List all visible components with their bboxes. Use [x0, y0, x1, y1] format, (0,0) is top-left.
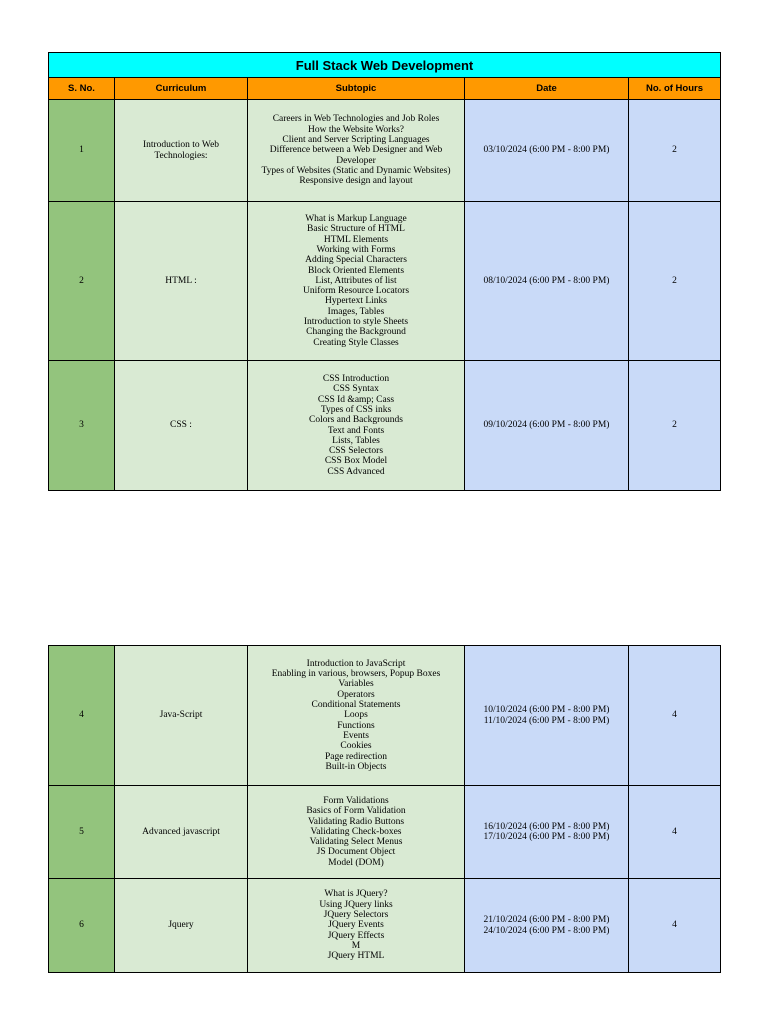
subtopic-item: CSS Box Model	[324, 456, 388, 467]
subtopic-item: JQuery Selectors	[323, 910, 389, 921]
subtopic-item: Uniform Resource Locators	[302, 286, 410, 297]
subtopic-item: Validating Check-boxes	[310, 826, 402, 837]
curriculum-cell: Advanced javascript	[115, 786, 248, 879]
hours-cell: 2	[629, 361, 721, 491]
table-row	[49, 361, 721, 491]
subtopic-item: Enabling in various, browsers, Popup Boxes	[271, 669, 441, 680]
subtopic-cell	[248, 646, 465, 786]
subtopic-item: Introduction to JavaScript	[306, 658, 406, 669]
subtopic-item: CSS Introduction	[322, 374, 390, 385]
curriculum-cell: CSS :	[115, 361, 248, 491]
session-date: 21/10/2024 (6:00 PM - 8:00 PM)	[483, 915, 610, 926]
subtopic-item: Built-in Objects	[325, 761, 387, 772]
serial-number-cell: 3	[49, 361, 115, 491]
subtopic-item: Client and Server Scripting Languages	[282, 135, 430, 146]
subtopic-item: Responsive design and layout	[299, 176, 413, 187]
header-row	[49, 78, 721, 100]
subtopic-item: Basic Structure of HTML	[307, 224, 405, 235]
subtopic-item: Careers in Web Technologies and Job Roles	[272, 114, 440, 125]
hours-cell: 2	[629, 100, 721, 202]
table-row	[49, 879, 721, 973]
curriculum-cell: Jquery	[115, 879, 248, 973]
subtopic-item: How the Website Works?	[307, 124, 404, 135]
subtopic-cell	[248, 786, 465, 879]
session-date: 08/10/2024 (6:00 PM - 8:00 PM)	[483, 275, 610, 286]
serial-number-cell: 2	[49, 202, 115, 361]
subtopic-cell	[248, 879, 465, 973]
hours-cell: 4	[629, 786, 721, 879]
serial-number-cell: 5	[49, 786, 115, 879]
sheet-title: Full Stack Web Development	[49, 53, 721, 78]
subtopic-item: Types of Websites (Static and Dynamic Websites)	[261, 165, 451, 176]
subtopic-item: Page redirection	[325, 751, 387, 762]
subtopic-item: Functions	[337, 720, 375, 731]
date-cell	[465, 786, 629, 879]
curriculum-table-2	[48, 645, 721, 973]
session-date: 11/10/2024 (6:00 PM - 8:00 PM)	[483, 715, 610, 726]
subtopic-item: M	[351, 940, 361, 951]
subtopic-item: Model (DOM)	[328, 857, 384, 868]
subtopic-item: Block Oriented Elements	[307, 265, 405, 276]
hours-cell: 2	[629, 202, 721, 361]
subtopic-item: List, Attributes of list	[315, 275, 397, 286]
subtopic-item: JQuery Events	[328, 920, 384, 931]
subtopic-item: Working with Forms	[316, 244, 396, 255]
subtopic-item: Creating Style Classes	[313, 337, 399, 348]
subtopic-item: Using JQuery links	[319, 899, 393, 910]
subtopic-item: Variables	[338, 679, 374, 690]
curriculum-cell: Java-Script	[115, 646, 248, 786]
session-date: 09/10/2024 (6:00 PM - 8:00 PM)	[483, 420, 610, 431]
date-cell	[465, 646, 629, 786]
date-cell	[465, 879, 629, 973]
serial-number-cell: 1	[49, 100, 115, 202]
subtopic-item: Difference between a Web Designer and Web Developer	[269, 145, 443, 166]
subtopic-item: CSS Syntax	[333, 384, 379, 395]
header-date: Date	[465, 78, 629, 100]
session-date: 10/10/2024 (6:00 PM - 8:00 PM)	[483, 705, 610, 716]
curriculum-cell: HTML :	[115, 202, 248, 361]
subtopic-item: Validating Select Menus	[309, 837, 403, 848]
subtopic-item: JS Document Object	[316, 847, 396, 858]
table-row	[49, 202, 721, 361]
table-row	[49, 646, 721, 786]
session-date: 03/10/2024 (6:00 PM - 8:00 PM)	[483, 145, 610, 156]
subtopic-item: JQuery Effects	[327, 930, 385, 941]
subtopic-item: Lists, Tables	[332, 435, 380, 446]
subtopic-item: Images, Tables	[327, 306, 385, 317]
subtopic-cell	[248, 100, 465, 202]
header-subtopic: Subtopic	[248, 78, 465, 100]
header-sno: S. No.	[49, 78, 115, 100]
subtopic-item: CSS Selectors	[328, 446, 384, 457]
table-row	[49, 100, 721, 202]
session-date: 16/10/2024 (6:00 PM - 8:00 PM)	[483, 821, 610, 832]
serial-number-cell: 4	[49, 646, 115, 786]
subtopic-item: Loops	[344, 710, 368, 721]
subtopic-item: What is Markup Language	[305, 214, 407, 225]
subtopic-item: Adding Special Characters	[305, 255, 407, 266]
serial-number-cell: 6	[49, 879, 115, 973]
session-date: 24/10/2024 (6:00 PM - 8:00 PM)	[483, 925, 610, 936]
subtopic-item: Hypertext Links	[324, 296, 387, 307]
subtopic-cell	[248, 361, 465, 491]
subtopic-cell	[248, 202, 465, 361]
subtopic-item: HTML Elements	[323, 234, 389, 245]
subtopic-item: Colors and Backgrounds	[309, 415, 403, 426]
subtopic-item: Operators	[337, 689, 375, 700]
subtopic-item: Introduction to style Sheets	[303, 317, 409, 328]
subtopic-item: Types of CSS inks	[320, 404, 392, 415]
session-date: 17/10/2024 (6:00 PM - 8:00 PM)	[483, 832, 610, 842]
curriculum-table-1	[48, 52, 721, 491]
subtopic-item: Changing the Background	[306, 327, 406, 338]
subtopic-item: CSS Advanced	[327, 466, 385, 477]
date-cell	[465, 361, 629, 491]
subtopic-item: Basics of Form Validation	[306, 806, 406, 817]
subtopic-item: Cookies	[340, 741, 372, 752]
date-cell	[465, 202, 629, 361]
subtopic-item: Events	[343, 730, 369, 741]
subtopic-item: Form Validations	[323, 795, 389, 806]
date-cell	[465, 100, 629, 202]
subtopic-item: JQuery HTML	[327, 951, 385, 962]
hours-cell: 4	[629, 879, 721, 973]
subtopic-item: Conditional Statements	[311, 700, 401, 711]
header-curriculum: Curriculum	[115, 78, 248, 100]
header-hours: No. of Hours	[629, 78, 721, 100]
subtopic-item: What is JQuery?	[324, 889, 388, 900]
subtopic-item: Text and Fonts	[327, 425, 385, 436]
table-row	[49, 786, 721, 879]
subtopic-item: Validating Radio Buttons	[307, 816, 405, 827]
curriculum-cell: Introduction to Web Technologies:	[115, 100, 248, 202]
hours-cell: 4	[629, 646, 721, 786]
subtopic-item: CSS Id &amp; Cass	[317, 394, 395, 405]
